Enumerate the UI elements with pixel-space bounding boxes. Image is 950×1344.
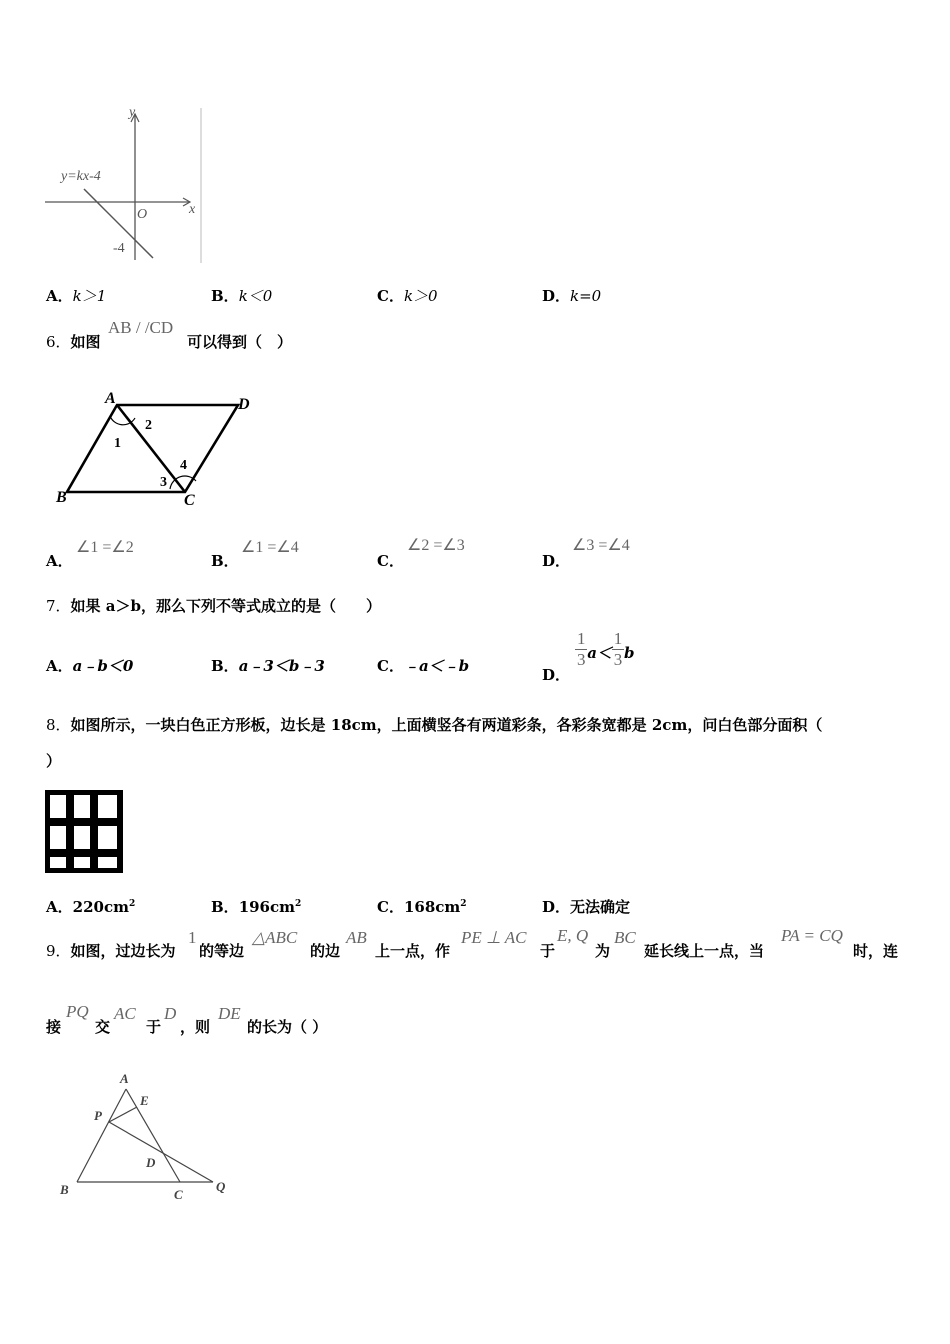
striped-square-figure xyxy=(45,790,125,874)
white-region xyxy=(50,857,66,868)
option-letter: A． xyxy=(46,287,73,305)
side-ab xyxy=(77,1089,126,1182)
q6-stem xyxy=(46,332,101,352)
fraction-one-third xyxy=(575,630,587,669)
q5-option-a[interactable] xyxy=(46,286,106,306)
question-number: 8． xyxy=(46,716,71,734)
white-region xyxy=(98,826,117,849)
q9-stem-text: 的边 xyxy=(310,942,341,960)
option-letter: D． xyxy=(542,665,571,684)
point-p-label: P xyxy=(94,1108,102,1123)
q9-stem-text: ，则 xyxy=(180,1018,211,1036)
question-number: 6． xyxy=(46,333,71,351)
option-text: ﹣a＜﹣b xyxy=(403,657,470,675)
vertex-b-label: B xyxy=(56,489,67,506)
question-number: 7． xyxy=(46,597,71,615)
white-region xyxy=(74,857,90,868)
option-text: a﹣3＜b﹣3 xyxy=(238,657,325,675)
q6-math: AB / /CD xyxy=(108,318,174,337)
vertex-c-label: C xyxy=(184,492,195,509)
q9-math-bc: BC xyxy=(614,928,636,947)
white-region xyxy=(74,826,90,849)
option-letter: B． xyxy=(211,287,239,305)
option-letter: A． xyxy=(46,898,73,916)
q8-stem xyxy=(46,715,822,735)
option-text: k＞1 xyxy=(72,287,107,305)
option-text: 196cm xyxy=(238,898,296,916)
option-letter: C． xyxy=(377,657,404,675)
fraction-numerator: 1 xyxy=(577,629,586,648)
fraction-numerator: 1 xyxy=(613,629,623,648)
angle-4-label: 4 xyxy=(180,458,187,473)
q7-stem xyxy=(46,596,381,616)
exponent: 2 xyxy=(460,899,467,909)
option-text: 无法确定 xyxy=(570,898,631,916)
point-b-label: B xyxy=(60,1182,69,1197)
linear-function-graph xyxy=(40,100,210,270)
exponent: 2 xyxy=(295,899,302,909)
q9-math-eq: E, Q xyxy=(557,926,589,945)
q7-option-d[interactable] xyxy=(542,629,635,684)
q9-stem-text: 于 xyxy=(540,942,556,960)
q7-option-a[interactable] xyxy=(46,656,133,676)
option-letter: C． xyxy=(377,287,404,305)
white-region xyxy=(50,795,66,818)
q9-math-pa-cq: PA = CQ xyxy=(781,926,843,945)
q8-stem-cont: ） xyxy=(46,752,62,770)
q9-math-de: DE xyxy=(218,1004,241,1023)
q9-stem-text: 接 xyxy=(46,1018,62,1036)
origin-label: O xyxy=(137,207,148,222)
q9-stem-text: 于 xyxy=(146,1018,162,1036)
q8-option-b[interactable] xyxy=(211,894,301,917)
q8-option-c[interactable] xyxy=(377,894,467,917)
q9-stem-text: 的等边 xyxy=(199,942,245,960)
white-region xyxy=(50,826,66,849)
option-letter: A． xyxy=(46,657,73,675)
angle-1-label: 1 xyxy=(114,436,121,451)
q6-stem-suffix: 可以得到（ ） xyxy=(187,333,293,351)
stem-text: 如图 xyxy=(70,333,101,351)
stem-text: 如图所示，一块白色正方形板，边长是 18cm，上面横竖各有两道彩条，各彩条宽都是 2cm，问白色部分面积（ xyxy=(70,716,823,734)
q9-stem-text: 延长线上一点，当 xyxy=(644,942,765,960)
stem-text: 如图，过边长为 xyxy=(70,942,176,960)
q5-option-c[interactable] xyxy=(377,286,438,306)
q6-option-a-letter[interactable]: A． xyxy=(46,552,73,570)
line-equation-label: y=kx-4 xyxy=(61,169,101,184)
option-text: a＜ xyxy=(587,643,612,662)
option-text: k=0 xyxy=(570,287,602,305)
white-region xyxy=(98,857,117,868)
q5-option-d[interactable] xyxy=(542,286,601,306)
q6-option-a-text: ∠1 =∠2 xyxy=(76,539,134,556)
option-text: b xyxy=(623,643,635,662)
q6-option-d-letter[interactable]: D． xyxy=(542,552,571,570)
q9-stem-text: 的长为（ ） xyxy=(247,1018,328,1036)
q5-option-b[interactable] xyxy=(211,286,272,306)
q6-option-c-letter[interactable]: C． xyxy=(377,552,404,570)
option-text: k＜0 xyxy=(238,287,273,305)
white-region xyxy=(74,795,90,818)
q9-stem-text: 上一点，作 xyxy=(375,942,451,960)
option-text: a﹣b＜0 xyxy=(72,657,134,675)
option-letter: B． xyxy=(211,898,239,916)
q9-stem-text: 交 xyxy=(95,1018,111,1036)
option-letter: D． xyxy=(542,287,571,305)
white-region xyxy=(98,795,117,818)
point-e-label: E xyxy=(140,1093,149,1108)
stem-text: 如果 a＞b，那么下列不等式成立的是（ ） xyxy=(70,597,381,615)
q9-math-side: 1 xyxy=(188,928,197,947)
q9-math-d: D xyxy=(164,1004,177,1023)
point-q-label: Q xyxy=(216,1179,226,1194)
option-text: 220cm xyxy=(72,898,129,916)
point-c-label: C xyxy=(174,1187,183,1202)
q8-option-a[interactable] xyxy=(46,894,135,917)
q9-math-ab: AB xyxy=(346,928,367,947)
q9-stem-text: 为 xyxy=(595,942,611,960)
q6-option-b-text: ∠1 =∠4 xyxy=(241,539,299,556)
segment-pq xyxy=(109,1122,213,1182)
point-d-label: D xyxy=(146,1155,156,1170)
q9-math-ac: AC xyxy=(114,1004,136,1023)
angle-2-label: 2 xyxy=(145,418,152,433)
q8-option-d[interactable] xyxy=(542,894,630,917)
q9-math-perpendicular: PE ⊥ AC xyxy=(461,928,527,947)
q7-option-c[interactable] xyxy=(377,656,469,676)
q9-math-triangle: △ABC xyxy=(252,928,298,947)
q6-option-c-text: ∠2 =∠3 xyxy=(407,537,465,554)
q9-math-pq: PQ xyxy=(66,1002,89,1021)
q6-option-b-letter[interactable]: B． xyxy=(211,552,239,570)
exponent: 2 xyxy=(128,899,136,909)
vertex-d-label: D xyxy=(238,396,250,413)
x-axis-label: x xyxy=(189,202,196,217)
fraction-denominator: 3 xyxy=(577,650,586,669)
option-letter: B． xyxy=(211,657,239,675)
angle-3-label: 3 xyxy=(160,475,167,490)
point-a-label: A xyxy=(120,1071,129,1086)
q9-stem-text: 时，连 xyxy=(853,942,899,960)
parallelogram-figure xyxy=(50,385,260,510)
q9-stem-start xyxy=(46,941,176,961)
option-letter: D． xyxy=(542,898,571,916)
y-axis-label: y xyxy=(129,105,136,120)
fraction-one-third xyxy=(612,630,624,669)
q7-option-b[interactable] xyxy=(211,656,325,676)
q6-option-d-text: ∠3 =∠4 xyxy=(572,537,630,554)
option-letter: C． xyxy=(377,898,404,916)
option-text: k＞0 xyxy=(403,287,438,305)
option-text: 168cm xyxy=(403,898,461,916)
y-intercept-label: -4 xyxy=(113,241,125,256)
fraction-denominator: 3 xyxy=(613,650,623,669)
triangle-figure xyxy=(50,1065,250,1210)
question-number: 9． xyxy=(46,942,71,960)
vertex-a-label: A xyxy=(105,390,116,407)
